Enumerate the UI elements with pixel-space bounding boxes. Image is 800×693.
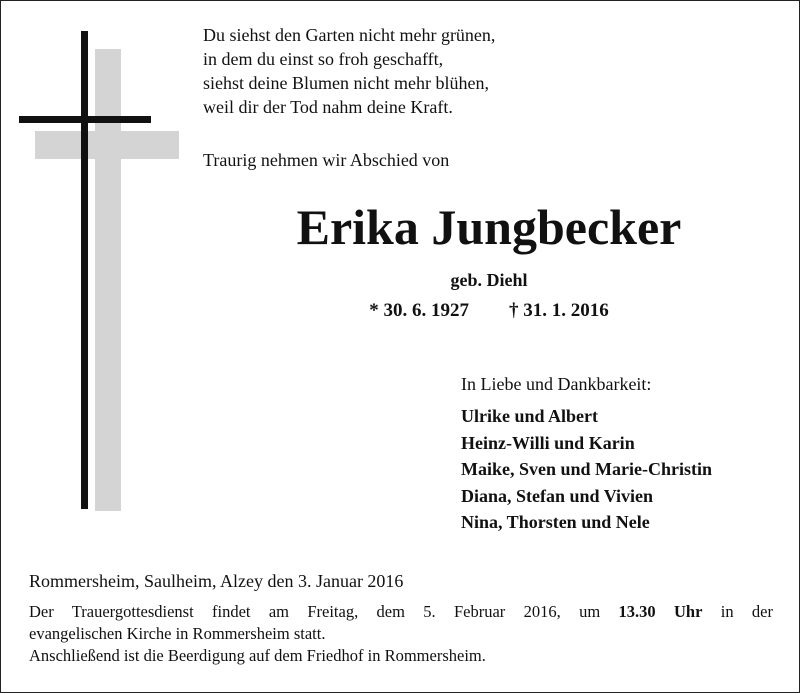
- list-item: Ulrike und Albert: [461, 406, 599, 426]
- service-time: 13.30 Uhr: [618, 602, 703, 621]
- list-item: Diana, Stefan und Vivien: [461, 485, 654, 506]
- list-item: Nina, Thorsten und Nele: [461, 512, 650, 532]
- farewell-intro: Traurig nehmen wir Abschied von: [203, 150, 450, 170]
- family-list: [461, 403, 712, 536]
- place-and-date: Rommersheim, Saulheim, Alzey den 3. Januar 2016: [29, 571, 404, 591]
- service-line-1: Der Trauergottesdienst findet am Freitag, dem 5. Februar 2016, um 13.30 Uhr in der: [29, 602, 773, 621]
- poem-line: Du siehst den Garten nicht mehr grünen,: [203, 25, 496, 45]
- memorial-poem: [203, 23, 495, 119]
- service-line-2: evangelischen Kirche in Rommersheim statt.: [29, 624, 326, 643]
- life-dates: [239, 298, 739, 324]
- maiden-name: geb. Diehl: [450, 270, 528, 290]
- death-date: † 31. 1. 2016: [509, 300, 609, 321]
- thanks-line: In Liebe und Dankbarkeit:: [461, 374, 652, 394]
- poem-line: weil dir der Tod nahm deine Kraft.: [203, 97, 453, 117]
- birth-date: * 30. 6. 1927: [369, 300, 469, 321]
- poem-line: siehst deine Blumen nicht mehr blühen,: [203, 73, 489, 93]
- cross-icon: [19, 31, 179, 523]
- deceased-name: Erika Jungbecker: [296, 199, 682, 255]
- list-item: Maike, Sven und Marie-Christin: [461, 459, 713, 479]
- funeral-service-info: [29, 601, 773, 667]
- poem-line: in dem du einst so froh geschafft,: [203, 49, 444, 69]
- list-item: Heinz-Willi und Karin: [461, 432, 635, 453]
- service-line-3: Anschließend ist die Beerdigung auf dem Friedhof in Rommersheim.: [29, 646, 486, 665]
